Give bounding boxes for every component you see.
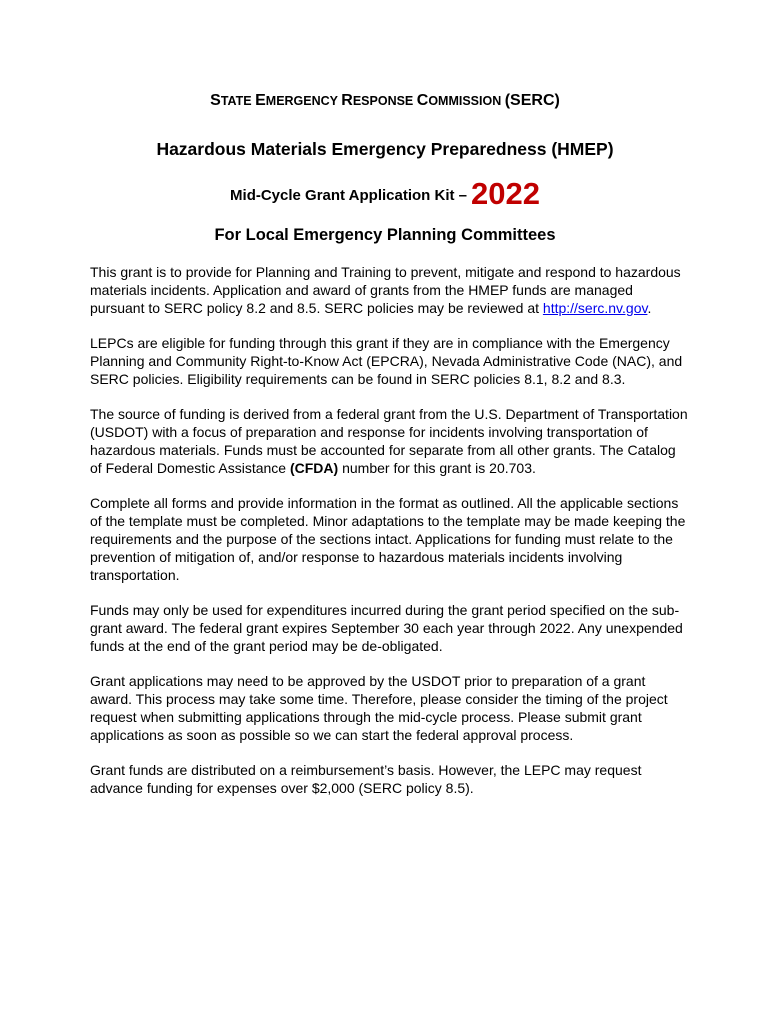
serc-heading-part: TATE (220, 94, 256, 108)
subtitle: For Local Emergency Planning Committees (214, 226, 556, 244)
cfda-label: (CFDA) (289, 460, 339, 476)
kit-title: Mid-Cycle Grant Application Kit – (230, 187, 467, 204)
paragraph-funding-source (90, 405, 690, 477)
body-text (90, 263, 690, 814)
paragraph-forms: Complete all forms and provide information in the format as outlined. All the applicable sections of the template must be completed. Minor adaptations to the template may be made keeping the requirements and the purpose of the sections intact. Applications for funding must relate to the prevention of mitigation of, and/or response to hazardous materials incidents involving transportation. (90, 495, 686, 583)
paragraph-text: . (647, 300, 652, 316)
paragraph-reimbursement: Grant funds are distributed on a reimbursement’s basis. However, the LEPC may request advance funding for expenses over $2,000 (SERC policy 8.5). (90, 762, 642, 796)
serc-heading-part: ESPONSE (352, 94, 417, 108)
serc-heading-part: E (255, 92, 266, 109)
serc-heading-part: S (210, 92, 221, 109)
kit-year: 2022 (471, 176, 540, 211)
paragraph-text: This grant is to provide for Planning and Training to prevent, mitigate and respond to hazardous materials incidents. Application and award of grants from the HMEP funds are managed pursuant to SERC policy 8.2 and 8.5. SERC policies may be reviewed at (90, 264, 681, 316)
serc-heading-abbr: (SERC) (504, 92, 560, 109)
serc-heading-part: OMMISSION (428, 94, 505, 108)
serc-website-link[interactable]: http://serc.nv.gov (542, 300, 648, 316)
paragraph-text: The source of funding is derived from a federal grant from the U.S. Department of Transportation (USDOT) with a focus of preparation and response for incidents involving transportation of hazardous materials. Funds must be accounted for separate from all other grants. The Catalog of Federal Domestic Assistance (90, 406, 688, 476)
kit-heading (0, 176, 770, 212)
paragraph-purpose (90, 263, 690, 317)
paragraph-approval: Grant applications may need to be approved by the USDOT prior to preparation of a grant award. This process may take some time. Therefore, please consider the timing of the project request when submitting applications through the mid-cycle process. Please submit grant applications as soon as possible so we can start the federal approval process. (90, 673, 668, 743)
paragraph-text: number for this grant is 20.703. (338, 460, 536, 476)
serc-heading-part: R (341, 92, 353, 109)
paragraph-expenditures: Funds may only be used for expenditures incurred during the grant period specified on the sub-grant award. The federal grant expires September 30 each year through 2022. Any unexpended funds at the end of the grant period may be de-obligated. (90, 602, 683, 654)
serc-heading-part: MERGENCY (265, 94, 342, 108)
serc-heading-part: C (416, 92, 429, 109)
serc-heading (0, 92, 770, 110)
paragraph-eligibility: LEPCs are eligible for funding through this grant if they are in compliance with the Emergency Planning and Community Right-to-Know Act (EPCRA), Nevada Administrative Code (NAC), and SERC policies. Eligibility requirements can be found in SERC policies 8.1, 8.2 and 8.3. (90, 335, 683, 387)
hmep-heading: Hazardous Materials Emergency Preparedness (HMEP) (156, 139, 614, 159)
